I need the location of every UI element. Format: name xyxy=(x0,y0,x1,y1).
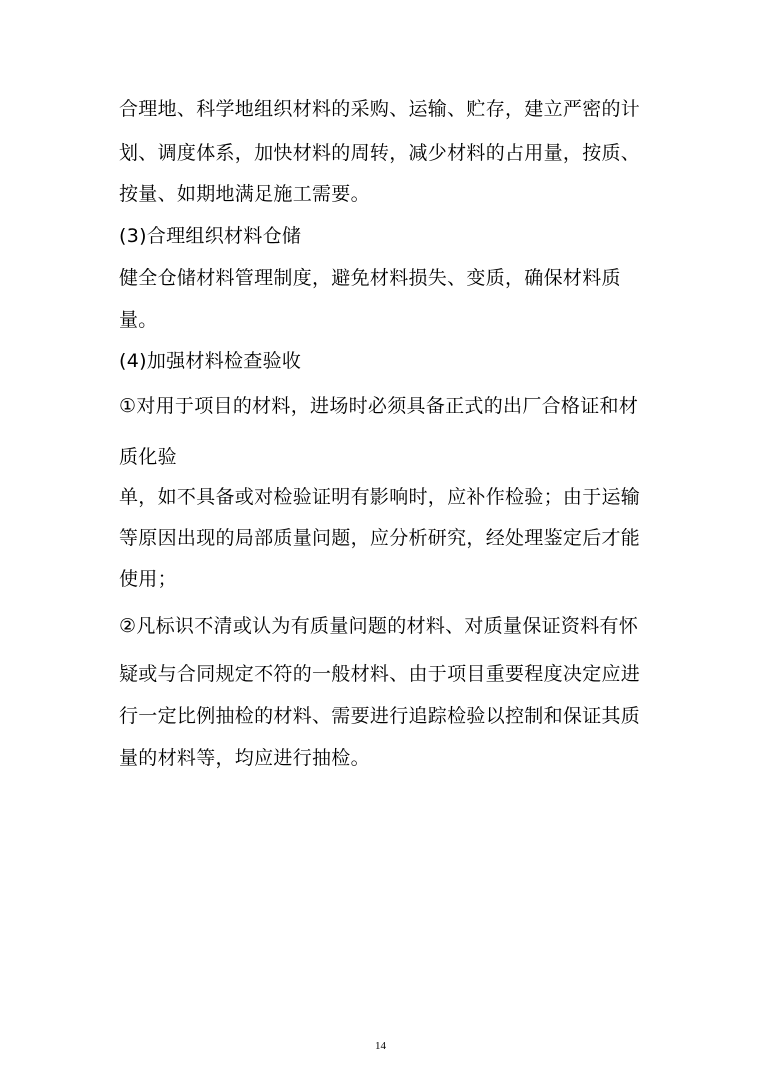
paragraph-line: 划、调度体系，加快材料的周转，减少材料的占用量，按质、 xyxy=(119,142,641,164)
list-item-line: 质化验 xyxy=(119,446,177,468)
paragraph-line: 量。 xyxy=(119,309,158,331)
list-item-line: ①对用于项目的材料，进场时必须具备正式的出厂合格证和材 xyxy=(119,395,639,417)
list-item-line: 单，如不具备或对检验证明有影响时，应补作检验；由于运输 xyxy=(119,486,641,508)
list-item-line: 使用； xyxy=(119,568,177,590)
list-item-line: 疑或与合同规定不符的一般材料、由于项目重要程度决定应进 xyxy=(119,663,641,685)
paragraph-line: 健全仓储材料管理制度，避免材料损失、变质，确保材料质 xyxy=(119,267,621,289)
list-item-line: ②凡标识不清或认为有质量问题的材料、对质量保证资料有怀 xyxy=(119,615,639,637)
section-heading: (4)加强材料检查验收 xyxy=(119,350,302,372)
paragraph-line: 合理地、科学地组织材料的采购、运输、贮存，建立严密的计 xyxy=(119,98,641,120)
list-item-line: 等原因出现的局部质量问题，应分析研究，经处理鉴定后才能 xyxy=(119,527,641,549)
section-heading: (3)合理组织材料仓储 xyxy=(119,225,302,247)
paragraph-line: 按量、如期地满足施工需要。 xyxy=(119,183,370,205)
list-item-line: 行一定比例抽检的材料、需要进行追踪检验以控制和保证其质 xyxy=(119,705,641,727)
page-number: 14 xyxy=(375,1040,386,1052)
list-item-line: 量的材料等，均应进行抽检。 xyxy=(119,747,370,769)
